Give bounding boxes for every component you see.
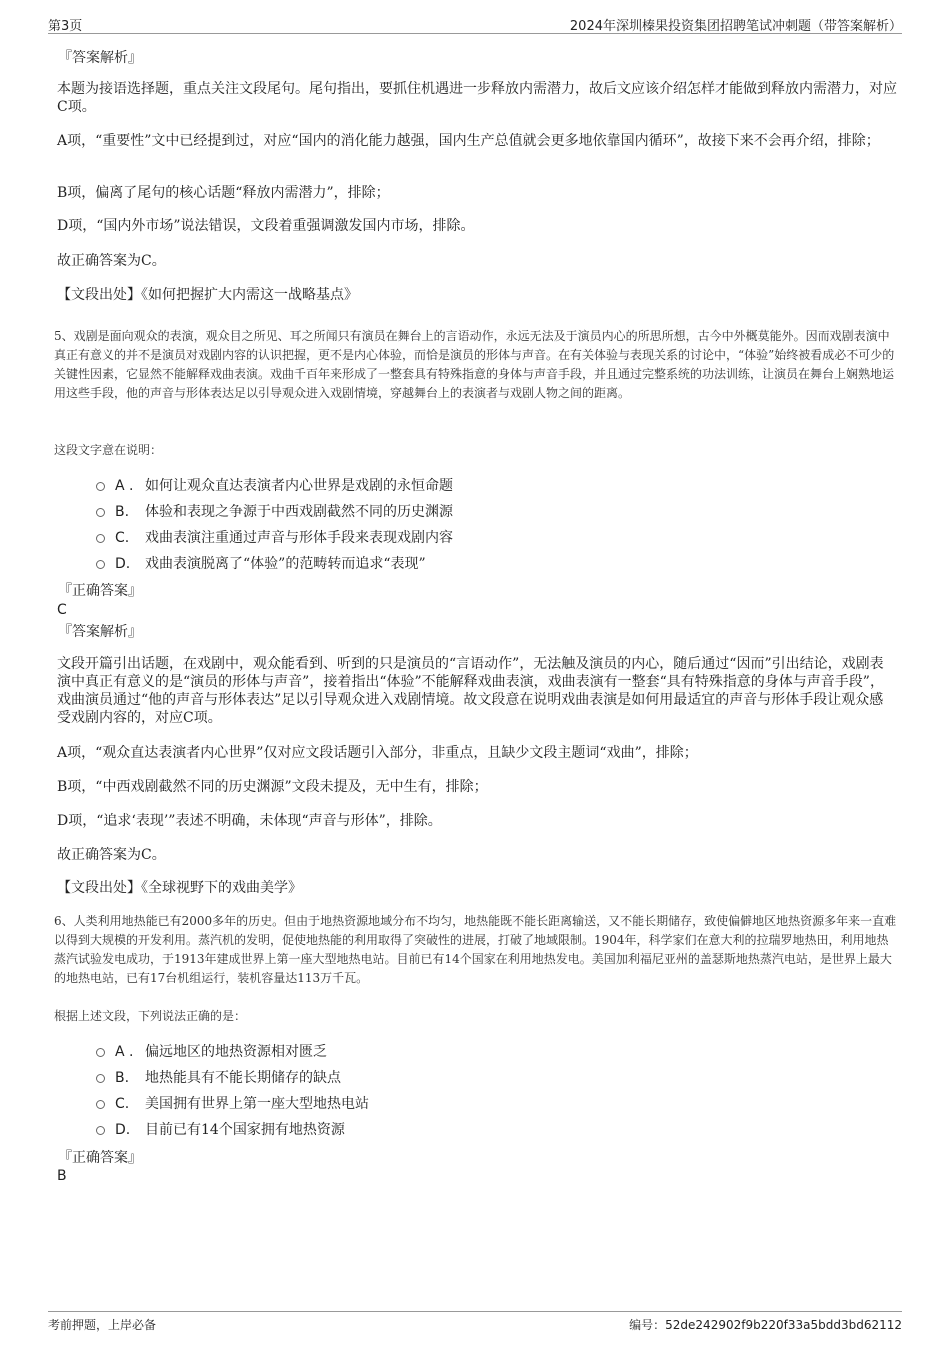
conclusion: 故正确答案为C。 <box>57 847 166 863</box>
option-key: A . <box>115 478 134 494</box>
option-a[interactable] <box>96 476 453 496</box>
option-b[interactable] <box>96 1068 341 1088</box>
option-text: 目前已有14个国家拥有地热资源 <box>145 1122 345 1138</box>
option-key: B. <box>115 1070 130 1086</box>
option-key: B. <box>115 504 130 520</box>
correct-answer: B <box>57 1168 67 1184</box>
analysis-paragraph: A项，“重要性”文中已经提到过，对应“国内的消化能力越强，国内生产总值就会更多地依靠国内循环”，故接下来不会再介绍，排除； <box>57 133 880 149</box>
option-d[interactable] <box>96 554 426 574</box>
option-key: D. <box>115 556 131 572</box>
analysis-paragraph: D项，“国内外市场”说法错误，文段着重强调激发国内市场，排除。 <box>57 218 475 234</box>
question-stem: 6、人类利用地热能已有2000多年的历史。但由于地热资源地域分布不均匀，地热能既不能长距离输送，又不能长期储存，致使偏僻地区地热资源多年来一直难以得到大规模的开发利用。蒸汽机的发明，促使地热能的利用取得了突破性的进展，打破了地域限制。1904年，科学家们在意大利的拉瑞罗地热田，利用地热蒸汽试验发电成功，于1913年建成世界上第一座大型地热电站。目前已有14个国家在利用地热发电。美国加利福尼亚州的盖瑟斯地热蒸汽电站，是世界上最大的地热电站，已有17台机组运行，装机容量达113万千瓦。 <box>54 914 897 985</box>
option-c[interactable] <box>96 1094 369 1114</box>
analysis-label: 『答案解析』 <box>58 50 142 66</box>
option-text: 地热能具有不能长期储存的缺点 <box>145 1070 341 1086</box>
document-id: 编号：52de242902f9b220f33a5bdd3bd62112 <box>629 1318 902 1332</box>
conclusion: 故正确答案为C。 <box>57 253 166 269</box>
radio-icon[interactable] <box>96 1048 105 1057</box>
option-a[interactable] <box>96 1042 327 1062</box>
source-citation: 【文段出处】《如何把握扩大内需这一战略基点》 <box>57 287 358 303</box>
analysis-paragraph: B项，“中西戏剧截然不同的历史渊源”文段未提及，无中生有，排除； <box>57 779 488 795</box>
option-d[interactable] <box>96 1120 345 1140</box>
analysis-paragraph: A项，“观众直达表演者内心世界”仅对应文段话题引入部分，非重点，且缺少文段主题词“戏曲”，排除； <box>57 745 698 761</box>
question-stem: 5、戏剧是面向观众的表演，观众目之所见、耳之所闻只有演员在舞台上的言语动作，永远无法及于演员内心的所思所想，古今中外概莫能外。因而戏剧表演中真正有意义的并不是演员对戏剧内容的认识把握，更不是内心体验，而恰是演员的形体与声音。在有关体验与表现关系的讨论中，“体验”始终被看成必不可少的关键性因素，它显然不能解释戏曲表演。戏曲千百年来形成了一整套具有特殊指意的身体与声音手段，并且通过完整系统的功法训练，让演员在舞台上娴熟地运用这些手段，他的声音与形体表达足以引导观众进入戏剧情境，穿越舞台上的表演者与戏剧人物之间的距离。 <box>54 329 895 400</box>
page-header <box>48 13 902 34</box>
correct-answer: C <box>57 602 67 618</box>
radio-icon[interactable] <box>96 1126 105 1135</box>
page-number: 第3页 <box>48 19 83 34</box>
option-text: 美国拥有世界上第一座大型地热电站 <box>145 1096 369 1112</box>
option-text: 体验和表现之争源于中西戏剧截然不同的历史渊源 <box>145 504 453 520</box>
option-key: C. <box>115 530 130 546</box>
radio-icon[interactable] <box>96 534 105 543</box>
question-prompt: 根据上述文段，下列说法正确的是： <box>54 1009 247 1023</box>
document-title: 2024年深圳榛果投资集团招聘笔试冲刺题（带答案解析） <box>569 19 902 34</box>
radio-icon[interactable] <box>96 508 105 517</box>
page-footer <box>48 1311 902 1336</box>
option-text: 偏远地区的地热资源相对匮乏 <box>145 1044 327 1060</box>
radio-icon[interactable] <box>96 1100 105 1109</box>
footer-slogan: 考前押题，上岸必备 <box>48 1318 157 1332</box>
correct-answer-label: 『正确答案』 <box>58 583 142 599</box>
analysis-paragraph: 文段开篇引出话题，在戏剧中，观众能看到、听到的只是演员的“言语动作”，无法触及演员的内心，随后通过“因而”引出结论，戏剧表演中真正有意义的是“演员的形体与声音”，接着指出“体验”不能解释戏曲表演，戏曲表演有一整套“具有特殊指意的身体与声音手段”，戏曲演员通过“他的声音与形体表达”足以引导观众进入戏剧情境。故文段意在说明戏曲表演是如何用最适宜的声音与形体手段让观众感受戏剧内容的，对应C项。 <box>57 656 884 726</box>
source-citation: 【文段出处】《全球视野下的戏曲美学》 <box>57 880 302 896</box>
correct-answer-label: 『正确答案』 <box>58 1150 142 1166</box>
option-text: 戏曲表演注重通过声音与形体手段来表现戏剧内容 <box>145 530 453 546</box>
radio-icon[interactable] <box>96 482 105 491</box>
option-key: A . <box>115 1044 134 1060</box>
question-prompt: 这段文字意在说明： <box>54 443 163 457</box>
analysis-paragraph: D项，“追求‘表现’”表述不明确，未体现“声音与形体”，排除。 <box>57 813 442 829</box>
analysis-label: 『答案解析』 <box>58 624 142 640</box>
option-c[interactable] <box>96 528 453 548</box>
option-key: D. <box>115 1122 131 1138</box>
analysis-paragraph: 本题为接语选择题，重点关注文段尾句。尾句指出，要抓住机遇进一步释放内需潜力，故后文应该介绍怎样才能做到释放内需潜力，对应C项。 <box>57 81 897 115</box>
option-text: 戏曲表演脱离了“体验”的范畴转而追求“表现” <box>145 556 426 572</box>
option-text: 如何让观众直达表演者内心世界是戏剧的永恒命题 <box>145 478 453 494</box>
option-key: C. <box>115 1096 130 1112</box>
radio-icon[interactable] <box>96 1074 105 1083</box>
radio-icon[interactable] <box>96 560 105 569</box>
option-b[interactable] <box>96 502 453 522</box>
analysis-paragraph: B项，偏离了尾句的核心话题“释放内需潜力”，排除； <box>57 185 390 201</box>
